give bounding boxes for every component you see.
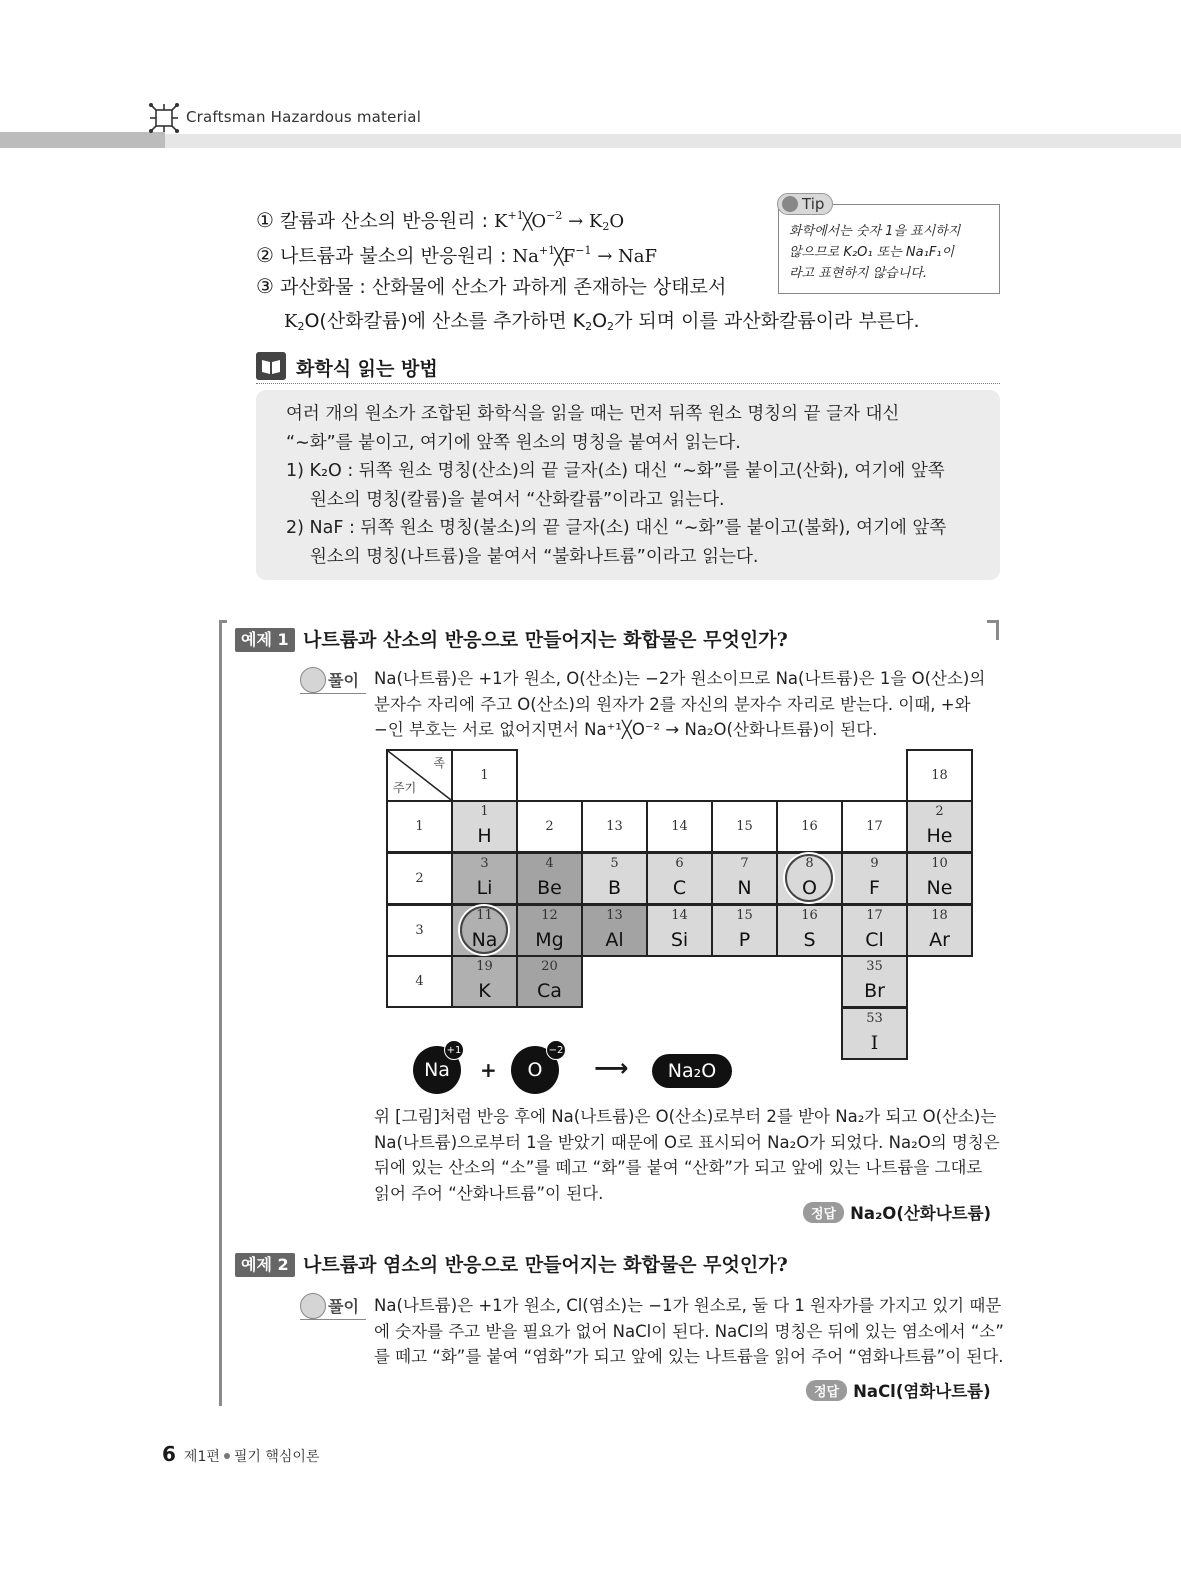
example-1-question: 나트륨과 산소의 반응으로 만들어지는 화합물은 무엇인가? — [303, 629, 788, 651]
example-2-answer — [806, 1378, 991, 1402]
subscript: 2 — [297, 320, 305, 333]
group-label: 14 — [671, 819, 688, 834]
product-tail: O — [609, 211, 625, 232]
cross-icon: ╳ — [522, 212, 533, 231]
explanation-line: 위 [그림]처럼 반응 후에 Na(나트륨)은 O(산소)로부터 2를 받아 Na₂가 되고 O(산소)는 — [374, 1107, 997, 1126]
rule-peroxide — [256, 273, 726, 300]
rule-number: ② — [256, 243, 274, 267]
rule-potassium-oxygen — [256, 203, 624, 240]
period-header — [386, 904, 453, 957]
subscript: 2 — [585, 320, 593, 333]
atomic-number: 16 — [801, 908, 818, 923]
reading-line: 1) K₂O : 뒤쪽 원소 명칭(산소)의 끝 글자(소) 대신 “∼화”를 붙이고(산화), 여기에 앞쪽 — [286, 461, 945, 481]
periodic-table — [386, 749, 974, 1059]
element-symbol: Cl — [865, 929, 884, 951]
element-cell-k — [451, 955, 518, 1008]
element-symbol: Al — [605, 929, 624, 951]
element-symbol: Ne — [926, 877, 953, 899]
formula-b-charge: −2 — [546, 209, 563, 222]
element-symbol: He — [926, 825, 953, 847]
answer-text: Na₂O(산화나트륨) — [850, 1204, 992, 1223]
rule-peroxide-continued — [284, 308, 920, 340]
reading-method-box — [256, 390, 1000, 580]
example-frame-right — [987, 620, 999, 640]
group-header — [906, 749, 973, 802]
element-cell-ne — [906, 852, 973, 905]
solution-label: 풀이 — [328, 1297, 359, 1316]
atomic-number: 3 — [480, 856, 489, 871]
reading-line: “∼화”를 붙이고, 여기에 앞쪽 원소의 명칭을 붙여서 읽는다. — [286, 432, 741, 453]
example-1-badge: 예제 1 — [235, 628, 295, 652]
corner-group-label: 족 — [433, 756, 445, 770]
group-header — [776, 800, 843, 853]
atomic-number: 53 — [866, 1011, 883, 1026]
subscript: 2 — [607, 320, 615, 333]
atomic-number: 6 — [675, 856, 684, 871]
rule-number: ① — [256, 208, 274, 232]
formula-k: K — [284, 311, 298, 332]
explanation-line: 읽어 주어 “산화나트륨”이 된다. — [374, 1183, 604, 1203]
section-title: 화학식 읽는 방법 — [296, 358, 438, 380]
example-2-solution-badge — [300, 1293, 366, 1319]
sodium-ion-ball: Na — [413, 1046, 461, 1094]
tip-line: 라고 표현하지 않습니다. — [789, 266, 927, 281]
footer-chapter: 필기 핵심이론 — [233, 1449, 320, 1465]
atomic-number: 12 — [541, 908, 558, 923]
lightbulb-icon — [782, 196, 798, 212]
tip-text — [789, 221, 993, 284]
element-symbol: B — [607, 877, 622, 899]
element-symbol: Li — [476, 877, 493, 899]
element-symbol: P — [738, 929, 751, 951]
plus-sign: + — [480, 1058, 497, 1082]
example-frame-left — [219, 620, 227, 1406]
element-cell-li — [451, 852, 518, 905]
molecule-logo-icon — [148, 102, 180, 134]
rule-text: 과산화물 : 산화물에 산소가 과하게 존재하는 상태로서 — [279, 276, 727, 298]
solution-line: −인 부호는 서로 없어지면서 Na⁺¹╳O⁻² → Na₂O(산화나트륨)이 된다. — [374, 720, 878, 739]
element-cell-he — [906, 800, 973, 853]
element-symbol: Be — [537, 877, 562, 899]
reaction-arrow: ⟶ — [594, 1054, 629, 1082]
group-label: 15 — [736, 819, 753, 834]
corner-period-label: 주기 — [393, 781, 417, 795]
example-2-question: 나트륨과 염소의 반응으로 만들어지는 화합물은 무엇인가? — [303, 1254, 788, 1276]
rule-text: 나트륨과 불소의 반응원리 : — [279, 245, 513, 267]
element-cell-f — [841, 852, 908, 905]
tip-tab — [777, 193, 833, 215]
element-cell-s — [776, 904, 843, 957]
element-cell-n — [711, 852, 778, 905]
solution-line: 에 숫자를 주고 받을 필요가 없어 NaCl이 된다. NaCl의 명칭은 뒤에 있는 염소에서 “소” — [374, 1321, 1004, 1341]
element-symbol: F — [869, 877, 880, 899]
footer-part: 제1편 — [183, 1449, 220, 1465]
solution-line: 분자수 자리에 주고 O(산소)의 원자가 2를 자신의 분자수 자리로 받는다. 이때, +와 — [374, 694, 971, 714]
oxygen-ion-ball: O — [511, 1046, 559, 1094]
tip-box — [778, 195, 1000, 294]
group-label: 13 — [606, 819, 623, 834]
example-2-solution — [374, 1293, 1004, 1370]
element-symbol: C — [672, 877, 687, 899]
group-label: 16 — [801, 819, 818, 834]
element-cell-i — [841, 1007, 908, 1060]
atomic-number: 15 — [736, 908, 753, 923]
element-cell-p — [711, 904, 778, 957]
sodium-charge: +1 — [444, 1040, 464, 1060]
arrow: → — [597, 246, 613, 267]
period-label: 4 — [415, 974, 424, 989]
atomic-number: 13 — [606, 908, 623, 923]
solution-underline — [300, 693, 366, 694]
example-1-solution — [374, 666, 986, 743]
tip-label: Tip — [802, 195, 825, 213]
element-symbol: Ar — [929, 929, 950, 951]
header-title: Craftsman Hazardous material — [186, 108, 422, 126]
solution-underline — [300, 1319, 366, 1320]
running-header — [0, 100, 1181, 150]
atomic-number: 9 — [870, 856, 879, 871]
text-part: O — [592, 310, 608, 332]
explanation-line: Na(나트륨)으로부터 1을 받았기 때문에 O로 표시되어 Na₂O가 되었다. Na₂O의 명칭은 — [374, 1132, 1000, 1152]
reading-line: 원소의 명칭(나트륨)을 붙여서 “불화나트륨”이라고 읽는다. — [310, 546, 759, 567]
group-header — [451, 749, 518, 802]
period-header — [386, 955, 453, 1008]
element-symbol: Mg — [535, 929, 564, 951]
element-cell-al — [581, 904, 648, 957]
formula-b: O — [531, 211, 547, 232]
group-label: 2 — [545, 819, 554, 834]
element-symbol: N — [737, 877, 752, 899]
example-1-explanation — [374, 1104, 1000, 1206]
element-cell-ar — [906, 904, 973, 957]
page-number: 6 — [162, 1442, 176, 1466]
example-1-solution-badge — [300, 667, 366, 693]
element-cell-mg — [516, 904, 583, 957]
cross-icon: ╳ — [554, 247, 564, 266]
group-header — [711, 800, 778, 853]
element-cell-be — [516, 852, 583, 905]
product-subscript: 2 — [602, 220, 610, 233]
rule-sodium-fluorine — [256, 238, 657, 270]
rule-number: ③ — [256, 274, 274, 298]
element-symbol: I — [870, 1032, 879, 1054]
text-part: O(산화칼륨)에 산소를 추가하면 K — [304, 310, 586, 332]
tip-line: 화학에서는 숫자 1을 표시하지 — [789, 224, 961, 239]
atomic-number: 14 — [671, 908, 688, 923]
element-symbol: O — [802, 877, 817, 899]
formula-a: Na — [512, 246, 539, 267]
atomic-number: 2 — [935, 804, 944, 819]
atomic-number: 18 — [931, 908, 948, 923]
element-symbol: K — [478, 980, 491, 1002]
period-label: 1 — [415, 819, 424, 834]
element-symbol: Na — [471, 929, 498, 951]
period-header — [386, 800, 453, 853]
reading-line: 여러 개의 원소가 조합된 화학식을 읽을 때는 먼저 뒤쪽 원소 명칭의 끝 글자 대신 — [286, 404, 900, 424]
header-bar-accent — [0, 132, 165, 148]
element-symbol: Ca — [537, 980, 562, 1002]
example-1-answer — [803, 1200, 991, 1224]
atomic-number: 11 — [476, 908, 493, 923]
element-symbol: S — [803, 929, 816, 951]
reading-line: 원소의 명칭(칼륨)을 붙여서 “산화칼륨”이라고 읽는다. — [310, 489, 725, 510]
product-pill: Na₂O — [652, 1054, 732, 1088]
section-header — [256, 352, 1000, 384]
oxygen-charge: −2 — [546, 1040, 566, 1060]
formula-b: F — [562, 246, 576, 267]
highlight-ring-o — [785, 854, 833, 902]
arrow: → — [568, 211, 584, 232]
atomic-number: 10 — [931, 856, 948, 871]
formula-a: K — [494, 211, 508, 232]
period-header — [386, 852, 453, 905]
atomic-number: 4 — [545, 856, 554, 871]
highlight-ring-na — [460, 906, 508, 954]
solution-line: Na(나트륨)은 +1가 원소, O(산소)는 −2가 원소이므로 Na(나트륨)은 1을 O(산소)의 — [374, 669, 986, 688]
product: NaF — [618, 246, 658, 267]
period-label: 2 — [415, 871, 424, 886]
formula-a-charge: +1 — [507, 209, 524, 222]
group-label: 1 — [480, 768, 489, 783]
pencil-check-icon — [300, 1293, 326, 1319]
table-corner — [386, 749, 453, 802]
tip-line: 않으므로 K₂O₁ 또는 Na₁F₁이 — [789, 245, 955, 260]
element-cell-c — [646, 852, 713, 905]
group-header — [581, 800, 648, 853]
element-symbol: Br — [864, 980, 885, 1002]
formula-a-charge: +1 — [538, 244, 556, 257]
solution-line: Na(나트륨)은 +1가 원소, Cl(염소)는 −1가 원소로, 둘 다 1 원자가를 가지고 있기 때문 — [374, 1296, 1002, 1315]
group-label: 18 — [931, 768, 948, 783]
pencil-check-icon — [300, 667, 326, 693]
atomic-number: 20 — [541, 959, 558, 974]
atomic-number: 5 — [610, 856, 619, 871]
book-icon — [256, 352, 286, 380]
bullet-icon — [224, 1453, 230, 1459]
atomic-number: 1 — [480, 804, 489, 819]
atomic-number: 8 — [805, 856, 814, 871]
page-footer — [162, 1442, 320, 1466]
element-cell-h — [451, 800, 518, 853]
element-cell-si — [646, 904, 713, 957]
product: K — [588, 211, 603, 232]
solution-line: 를 떼고 “화”를 붙여 “염화”가 되고 앞에 있는 나트륨을 읽어 주어 “염화나트륨”이 된다. — [374, 1347, 1004, 1366]
element-cell-br — [841, 955, 908, 1008]
group-header — [516, 800, 583, 853]
example-2-badge: 예제 2 — [235, 1253, 295, 1277]
element-cell-cl — [841, 904, 908, 957]
period-label: 3 — [415, 923, 424, 938]
text-part: 가 되며 이를 과산화칼륨이라 부른다. — [614, 310, 920, 332]
atomic-number: 17 — [866, 908, 883, 923]
answer-text: NaCl(염화나트륨) — [853, 1382, 991, 1401]
atomic-number: 19 — [476, 959, 493, 974]
group-header — [646, 800, 713, 853]
answer-tag: 정답 — [806, 1380, 847, 1401]
element-cell-ca — [516, 955, 583, 1008]
element-symbol: Si — [670, 929, 689, 951]
formula-b-charge: −1 — [575, 244, 592, 257]
atomic-number: 35 — [866, 959, 883, 974]
rule-text: 칼륨과 산소의 반응원리 : — [279, 210, 495, 232]
explanation-line: 뒤에 있는 산소의 “소”를 떼고 “화”를 붙여 “산화”가 되고 앞에 있는 나트륨을 그대로 — [374, 1158, 983, 1177]
reading-line: 2) NaF : 뒤쪽 원소 명칭(불소)의 끝 글자(소) 대신 “∼화”를 붙이고(불화), 여기에 앞쪽 — [286, 518, 947, 538]
atomic-number: 7 — [740, 856, 749, 871]
answer-tag: 정답 — [803, 1202, 844, 1223]
solution-label: 풀이 — [328, 671, 359, 690]
group-header — [841, 800, 908, 853]
element-symbol: H — [477, 825, 492, 847]
header-bar — [0, 134, 1181, 148]
group-label: 17 — [866, 819, 883, 834]
element-cell-b — [581, 852, 648, 905]
